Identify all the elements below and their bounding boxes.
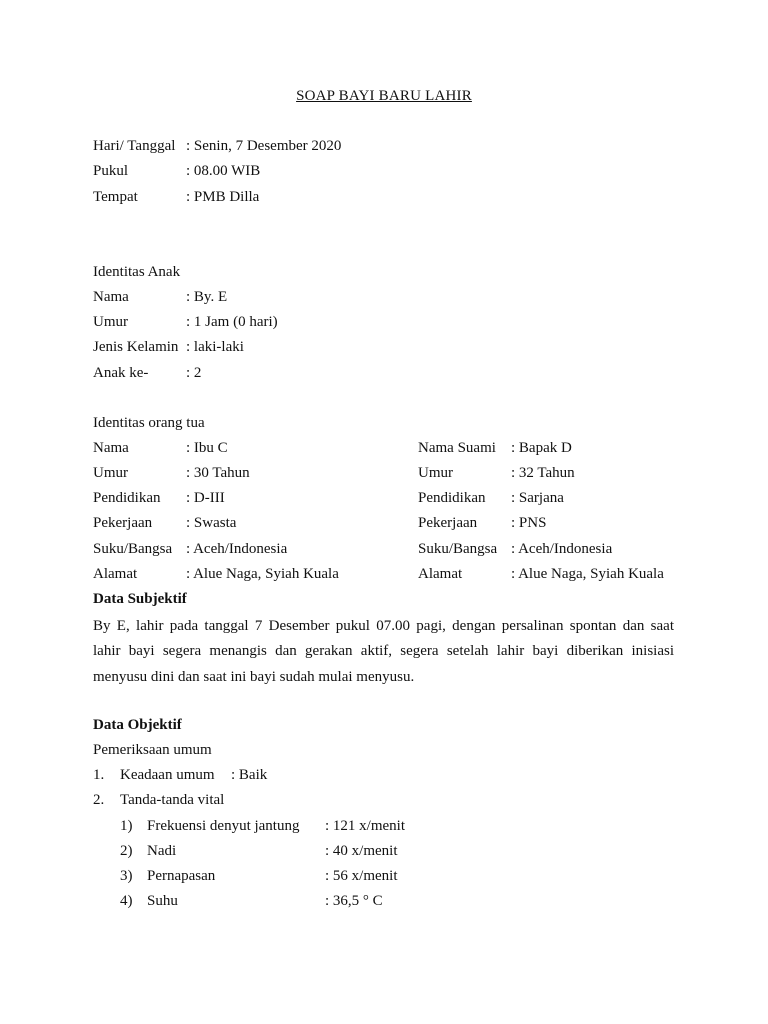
ibu-value: : 30 Tahun (186, 465, 250, 481)
vital-label: Pernapasan (147, 868, 216, 884)
suami-label: Pekerjaan (418, 515, 478, 531)
suami-row-alamat (418, 564, 748, 584)
anak-row-umur (93, 312, 393, 332)
suami-value: : Sarjana (511, 490, 564, 506)
vital-row-pernapasan (120, 866, 440, 886)
suami-value: : Aceh/Indonesia (511, 541, 613, 557)
vital-value: : 56 x/menit (325, 868, 398, 884)
anak-value: : 2 (186, 365, 202, 381)
item-value: : Baik (231, 767, 268, 783)
data-objektif-heading: Data Objektif (93, 717, 182, 733)
item-number: 1. (93, 767, 105, 783)
info-label: Hari/ Tanggal (93, 138, 176, 154)
info-value: : PMB Dilla (186, 189, 260, 205)
paragraph-line: By E, lahir pada tanggal 7 Desember pukul 07.00 pagi, dengan persalinan spontan dan saat (93, 618, 674, 634)
vital-label: Nadi (147, 843, 177, 859)
ibu-value: : Alue Naga, Syiah Kuala (186, 566, 339, 582)
anak-row-anak-ke (93, 363, 393, 383)
vital-label: Suhu (147, 893, 178, 909)
anak-label: Umur (93, 314, 128, 330)
paragraph-line: menyusu dini dan saat ini bayi sudah mulai menyusu. (93, 668, 415, 685)
info-row-hari-tanggal (93, 136, 393, 156)
anak-value: : 1 Jam (0 hari) (186, 314, 278, 330)
ibu-row-suku-bangsa (93, 539, 403, 559)
ibu-row-nama (93, 438, 403, 458)
ibu-label: Pendidikan (93, 490, 161, 506)
anak-row-jenis-kelamin (93, 337, 393, 357)
paragraph-line: lahir bayi segera menangis dan gerakan aktif, segera setelah lahir bayi diberikan inisiasi (93, 643, 674, 660)
ibu-label: Nama (93, 440, 129, 456)
suami-row-pekerjaan (418, 513, 748, 533)
ibu-value: : D-III (186, 490, 225, 506)
ibu-row-umur (93, 463, 403, 483)
suami-label: Pendidikan (418, 490, 486, 506)
anak-label: Anak ke- (93, 365, 149, 381)
vital-value: : 36,5 ° C (325, 893, 383, 909)
anak-label: Nama (93, 289, 129, 305)
ibu-value: : Aceh/Indonesia (186, 541, 288, 557)
suami-value: : Bapak D (511, 440, 572, 456)
vital-number: 3) (120, 868, 133, 884)
info-label: Pukul (93, 163, 129, 179)
item-label: Keadaan umum (120, 767, 215, 783)
info-value: : 08.00 WIB (186, 163, 261, 179)
info-label: Tempat (93, 189, 138, 205)
suami-label: Umur (418, 465, 453, 481)
ibu-label: Pekerjaan (93, 515, 153, 531)
anak-value: : laki-laki (186, 339, 244, 355)
info-row-tempat (93, 187, 393, 207)
vital-row-denyut-jantung (120, 816, 440, 836)
suami-value: : PNS (511, 515, 547, 531)
ibu-row-pendidikan (93, 488, 403, 508)
info-value: : Senin, 7 Desember 2020 (186, 138, 342, 154)
suami-value: : Alue Naga, Syiah Kuala (511, 566, 664, 582)
anak-value: : By. E (186, 289, 228, 305)
suami-row-pendidikan (418, 488, 748, 508)
vital-number: 1) (120, 818, 133, 834)
info-row-pukul (93, 161, 393, 181)
objektif-item-keadaan-umum (93, 765, 393, 785)
vital-value: : 121 x/menit (325, 818, 405, 834)
vital-label: Frekuensi denyut jantung (147, 818, 300, 834)
vital-number: 4) (120, 893, 133, 909)
suami-label: Suku/Bangsa (418, 541, 498, 557)
data-subjektif-heading: Data Subjektif (93, 591, 187, 607)
ibu-label: Umur (93, 465, 128, 481)
suami-label: Alamat (418, 566, 463, 582)
suami-row-nama (418, 438, 748, 458)
anak-row-nama (93, 287, 393, 307)
vital-row-suhu (120, 891, 440, 911)
data-subjektif-paragraph (93, 614, 674, 690)
pemeriksaan-umum-heading: Pemeriksaan umum (93, 742, 212, 758)
suami-row-umur (418, 463, 748, 483)
ibu-label: Alamat (93, 566, 138, 582)
suami-value: : 32 Tahun (511, 465, 575, 481)
ibu-row-pekerjaan (93, 513, 403, 533)
identitas-anak-heading: Identitas Anak (93, 264, 181, 280)
suami-label: Nama Suami (418, 440, 496, 456)
vital-row-nadi (120, 841, 440, 861)
item-number: 2. (93, 792, 105, 808)
ibu-label: Suku/Bangsa (93, 541, 173, 557)
suami-row-suku-bangsa (418, 539, 748, 559)
identitas-orang-tua-heading: Identitas orang tua (93, 415, 205, 431)
vital-value: : 40 x/menit (325, 843, 398, 859)
ibu-row-alamat (93, 564, 403, 584)
anak-label: Jenis Kelamin (93, 339, 179, 355)
item-label: Tanda-tanda vital (120, 792, 225, 808)
ibu-value: : Swasta (186, 515, 237, 531)
vital-number: 2) (120, 843, 133, 859)
objektif-item-tanda-vital (93, 790, 393, 810)
ibu-value: : Ibu C (186, 440, 228, 456)
document-title: SOAP BAYI BARU LAHIR (296, 88, 472, 104)
